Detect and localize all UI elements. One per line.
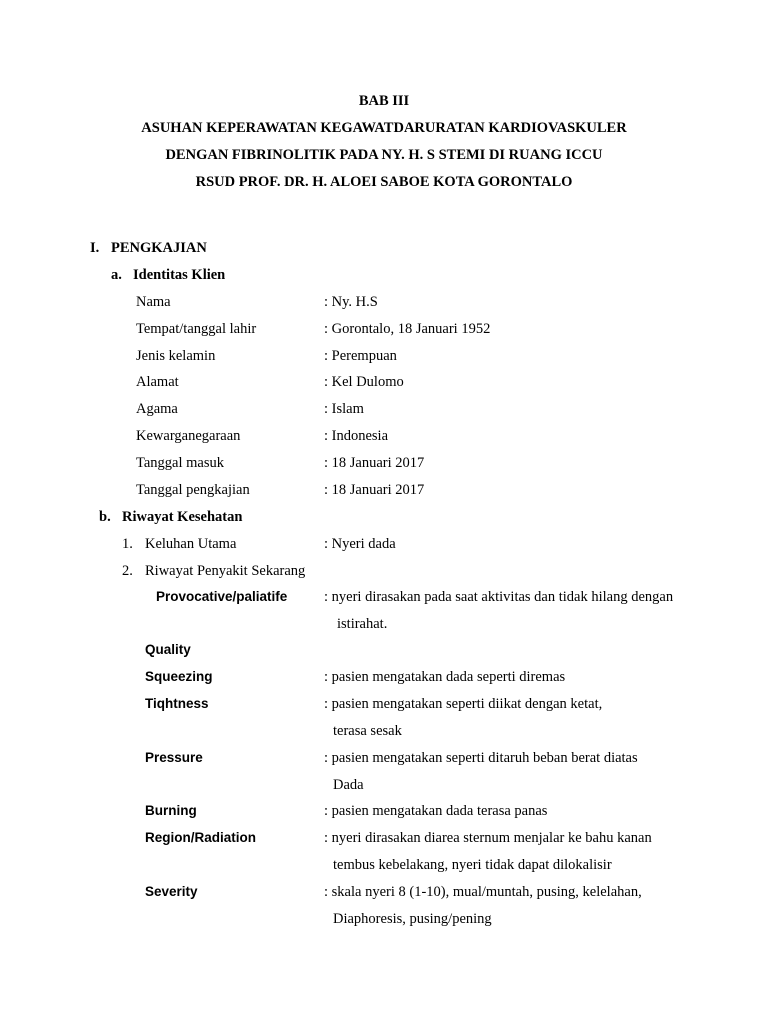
identity-value: : Perempuan: [324, 348, 397, 364]
identity-value: : Indonesia: [324, 428, 389, 444]
item-number: 2.: [122, 563, 133, 579]
identity-label: Tempat/tanggal lahir: [136, 321, 257, 337]
chapter-title: BAB III: [358, 93, 410, 109]
document-title-line-3: RSUD PROF. DR. H. ALOEI SABOE KOTA GORONTALO: [195, 174, 573, 190]
region-value: : nyeri dirasakan diarea sternum menjalar ke bahu kanan: [324, 830, 652, 846]
subsection-b-title: Riwayat Kesehatan: [122, 509, 243, 525]
severity-value: : skala nyeri 8 (1-10), mual/muntah, pusing, kelelahan,: [324, 884, 642, 900]
identity-label: Nama: [136, 294, 171, 310]
identity-label: Jenis kelamin: [136, 348, 216, 364]
pressure-label: Pressure: [145, 750, 203, 765]
squeezing-label: Squeezing: [145, 669, 213, 684]
subsection-b-letter: b.: [99, 509, 111, 525]
identity-value: : Ny. H.S: [324, 294, 378, 310]
provocative-value: : nyeri dirasakan pada saat aktivitas dan tidak hilang dengan: [324, 589, 674, 605]
identity-value: : 18 Januari 2017: [324, 482, 425, 498]
tightness-value: : pasien mengatakan seperti diikat dengan ketat,: [324, 696, 603, 712]
identity-label: Agama: [136, 401, 178, 417]
squeezing-value: : pasien mengatakan dada seperti diremas: [324, 669, 566, 685]
chief-complaint-label: Keluhan Utama: [145, 536, 237, 552]
identity-label: Kewarganegaraan: [136, 428, 241, 444]
severity-value-continued: Diaphoresis, pusing/pening: [333, 911, 492, 927]
document-title-line-2: DENGAN FIBRINOLITIK PADA NY. H. S STEMI DI RUANG ICCU: [165, 147, 603, 163]
identity-value: : Kel Dulomo: [324, 374, 404, 390]
pressure-value-continued: Dada: [333, 777, 364, 793]
section-number: I.: [90, 240, 100, 256]
provocative-label: Provocative/paliatife: [156, 589, 288, 604]
pressure-value: : pasien mengatakan seperti ditaruh beban berat diatas: [324, 750, 638, 766]
tightness-value-continued: terasa sesak: [333, 723, 402, 739]
tightness-label: Tiqhtness: [145, 696, 209, 711]
chief-complaint-value: : Nyeri dada: [324, 536, 396, 552]
identity-label: Tanggal pengkajian: [136, 482, 250, 498]
identity-value: : Islam: [324, 401, 364, 417]
burning-label: Burning: [145, 803, 197, 818]
provocative-value-continued: istirahat.: [337, 616, 388, 632]
subsection-a-title: Identitas Klien: [133, 267, 226, 283]
item-number: 1.: [122, 536, 133, 552]
region-label: Region/Radiation: [145, 830, 256, 845]
severity-label: Severity: [145, 884, 198, 899]
quality-label: Quality: [145, 642, 191, 657]
subsection-a-letter: a.: [111, 267, 122, 283]
identity-value: : Gorontalo, 18 Januari 1952: [324, 321, 491, 337]
identity-label: Alamat: [136, 374, 179, 390]
identity-label: Tanggal masuk: [136, 455, 224, 471]
region-value-continued: tembus kebelakang, nyeri tidak dapat dilokalisir: [333, 857, 612, 873]
document-title-line-1: ASUHAN KEPERAWATAN KEGAWATDARURATAN KARDIOVASKULER: [141, 120, 627, 136]
identity-value: : 18 Januari 2017: [324, 455, 425, 471]
burning-value: : pasien mengatakan dada terasa panas: [324, 803, 548, 819]
section-title: PENGKAJIAN: [111, 240, 207, 256]
present-illness-label: Riwayat Penyakit Sekarang: [145, 563, 306, 579]
